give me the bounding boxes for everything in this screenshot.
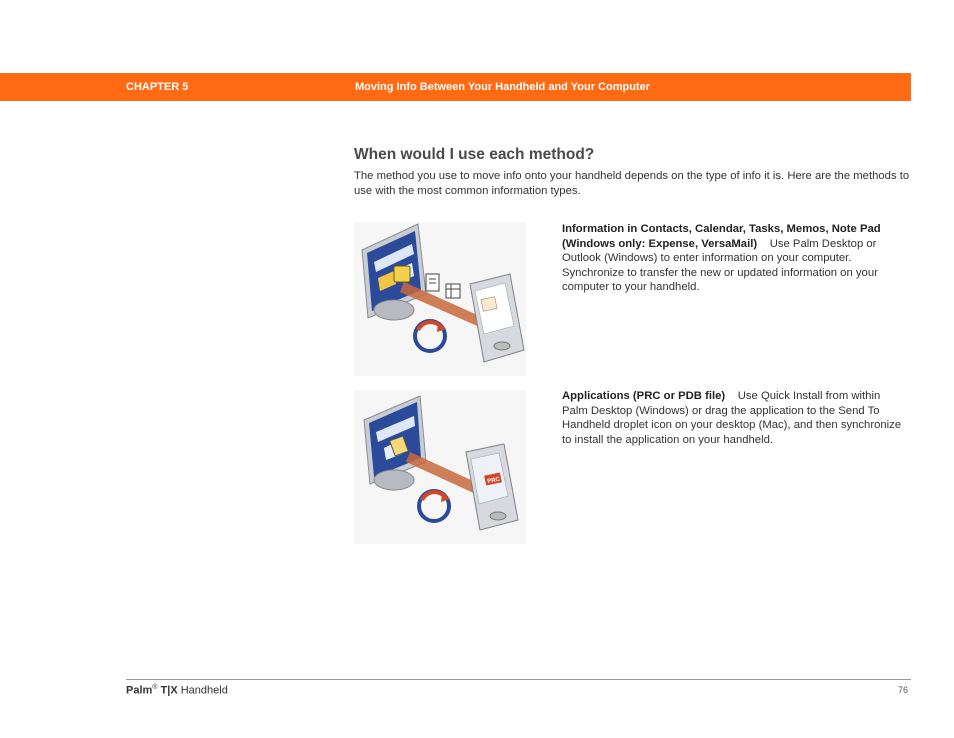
prc-badge: PRC (486, 476, 501, 486)
computer-to-handheld-app-illustration (354, 390, 526, 544)
footer-model: T|X (160, 684, 178, 697)
footer-product-name: Handheld (180, 684, 228, 697)
footer-brand: Palm (126, 684, 153, 697)
footer-divider (126, 679, 911, 680)
computer-to-handheld-pim-illustration (354, 222, 526, 376)
method-applications-heading: Applications (PRC or PDB file) (562, 390, 726, 402)
section-intro: The method you use to move info onto your handheld depends on the type of info it is. Here are the methods to use with the most common information types. (354, 170, 910, 197)
method-pim-heading: Information in Contacts, Calendar, Tasks, Memos, Note Pad (Windows only: Expense, VersaMail) (562, 223, 881, 250)
section-title: When would I use each method? (354, 146, 595, 163)
chapter-label: CHAPTER 5 (126, 81, 189, 93)
footer-product (126, 684, 228, 697)
method-pim-body: Use Palm Desktop or Outlook (Windows) to enter information on your computer. Synchronize to transfer the new or updated information on your computer to your handheld. (562, 237, 878, 294)
chapter-title: Moving Info Between Your Handheld and Your Computer (355, 81, 650, 93)
method-pim (562, 222, 902, 295)
page-number: 76 (898, 685, 909, 695)
method-applications-body: Use Quick Install from within Palm Desktop (Windows) or drag the application to the Send To Handheld droplet icon on your desktop (Mac), and then synchronize to install the application on your handheld. (562, 390, 902, 446)
method-applications (562, 389, 902, 447)
registered-mark: ® (152, 684, 158, 691)
